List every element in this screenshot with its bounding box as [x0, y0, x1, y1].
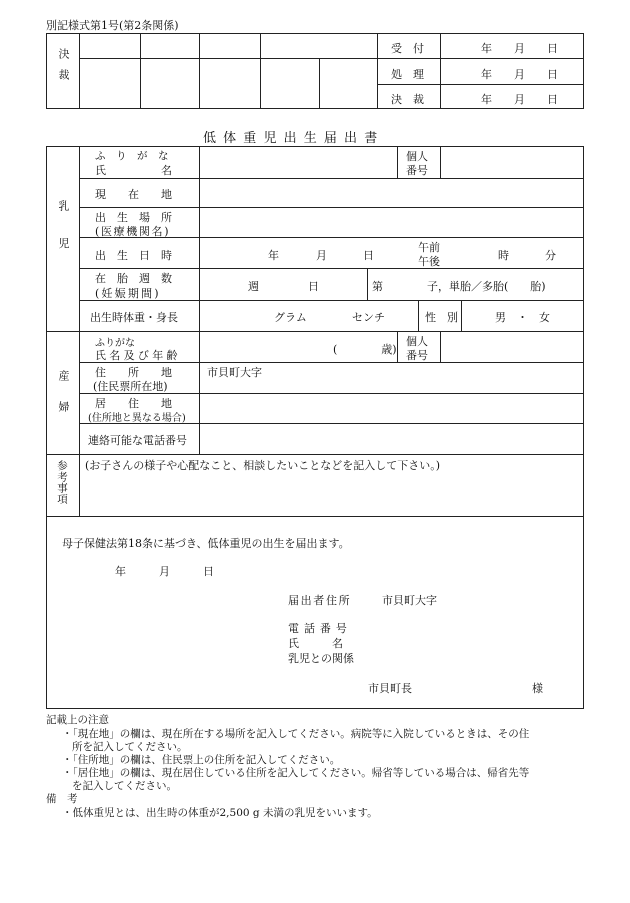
reporter-relation-label: 乳児との関係: [288, 652, 354, 665]
infant-address-label: 現 在 地: [95, 188, 172, 201]
sex-label: 性 別: [425, 311, 458, 324]
mother-address-label: (住民票所在地): [93, 380, 168, 393]
weight-unit: グラム: [274, 311, 307, 324]
birth-hour: 時: [498, 249, 509, 262]
declaration-text: 母子保健法第18条に基づき、低体重児の出生を届出ます。: [62, 537, 350, 550]
mayor-label: 市貝町長: [368, 682, 412, 695]
mother-age-unit: ( 歳): [333, 343, 397, 356]
mother-name-age-label: 氏名及び年齢: [95, 349, 181, 362]
infant-personal-number-label: 個人: [406, 150, 428, 163]
birth-day: 日: [363, 249, 374, 262]
reporter-phone-label: 電話番号: [288, 622, 352, 635]
mother-personal-number-label: 番号: [406, 349, 428, 362]
approval-row-date[interactable]: 年 月 日: [481, 42, 558, 55]
mother-address-value[interactable]: 市貝町大字: [207, 366, 262, 379]
honorific: 様: [532, 682, 543, 695]
note-item: ・「居住地」の欄は、現在居住している住所を記入してください。帰省等している場合は、帰省先等: [62, 767, 530, 779]
weight-label: 出生時体重・身長: [90, 311, 178, 324]
page-title: 低体重児出生届出書: [203, 131, 385, 146]
infant-name-label: 氏 名: [95, 164, 172, 177]
approval-row-date[interactable]: 年 月 日: [481, 93, 558, 106]
birth-pm[interactable]: 午後: [418, 255, 440, 268]
mother-address-label: 住 所 地: [95, 366, 172, 379]
infant-personal-number-label: 番号: [406, 164, 428, 177]
reference-label: 参考事項: [56, 460, 68, 505]
remarks-text: ・低体重児とは、出生時の体重が2,500 g 未満の乳児をいいます。: [62, 807, 378, 819]
birth-month: 月: [316, 249, 327, 262]
mother-residence-label: 居 住 地: [95, 397, 172, 410]
reporter-name-label: 氏 名: [288, 637, 343, 650]
reference-instruction: (お子さんの様子や心配なこと、相談したいことなどを記入して下さい。): [85, 459, 441, 472]
birthplace-label: 出 生 場 所: [95, 211, 172, 224]
form-number: 別記様式第1号(第2条関係): [46, 19, 179, 32]
note-item: ・「住所地」の欄は、住民票上の住所を記入してください。: [62, 754, 341, 766]
approval-row-label: 処 理: [391, 68, 424, 81]
approval-row-date[interactable]: 年 月 日: [481, 68, 558, 81]
mother-phone-label: 連絡可能な電話番号: [88, 434, 187, 447]
approval-row-label: 受 付: [391, 42, 424, 55]
remarks-heading: 備 考: [46, 793, 78, 805]
reporter-address-label: 届出者住所: [288, 594, 352, 607]
mother-residence-label: (住所地と異なる場合): [88, 413, 186, 424]
birth-year: 年: [268, 249, 279, 262]
height-unit: センチ: [352, 311, 385, 324]
gestation-label: (妊娠期間): [95, 287, 161, 300]
note-item: を記入してください。: [72, 780, 177, 792]
reporter-address-value[interactable]: 市貝町大字: [382, 594, 437, 607]
infant-section-label: 乳児: [57, 200, 70, 275]
mother-furigana-label: ふりがな: [95, 338, 135, 349]
infant-furigana-label: ふ り が な: [95, 150, 169, 162]
birth-minute: 分: [545, 249, 556, 262]
declaration-date[interactable]: 年 月 日: [115, 565, 214, 578]
notes-heading: 記載上の注意: [46, 714, 109, 726]
approval-row-label: 決 裁: [391, 93, 424, 106]
note-item: 所を記入してください。: [72, 741, 188, 753]
birth-order: 第 子，単胎／多胎( 胎): [372, 280, 546, 293]
mother-personal-number-label: 個人: [406, 335, 428, 348]
mother-section-label: 産婦: [57, 370, 70, 432]
note-item: ・「現在地」の欄は、現在所在する場所を記入してください。病院等に入院しているときは、その住: [62, 728, 530, 740]
gestation-label: 在 胎 週 数: [95, 272, 172, 285]
sex-options[interactable]: 男 ・ 女: [495, 311, 550, 324]
approval-label: 決裁: [57, 48, 70, 90]
gestation-week: 週: [248, 280, 259, 293]
gestation-day: 日: [308, 280, 319, 293]
birth-datetime-label: 出 生 日 時: [95, 249, 172, 262]
birth-am[interactable]: 午前: [418, 241, 440, 254]
birthplace-label: (医療機関名): [95, 225, 171, 238]
